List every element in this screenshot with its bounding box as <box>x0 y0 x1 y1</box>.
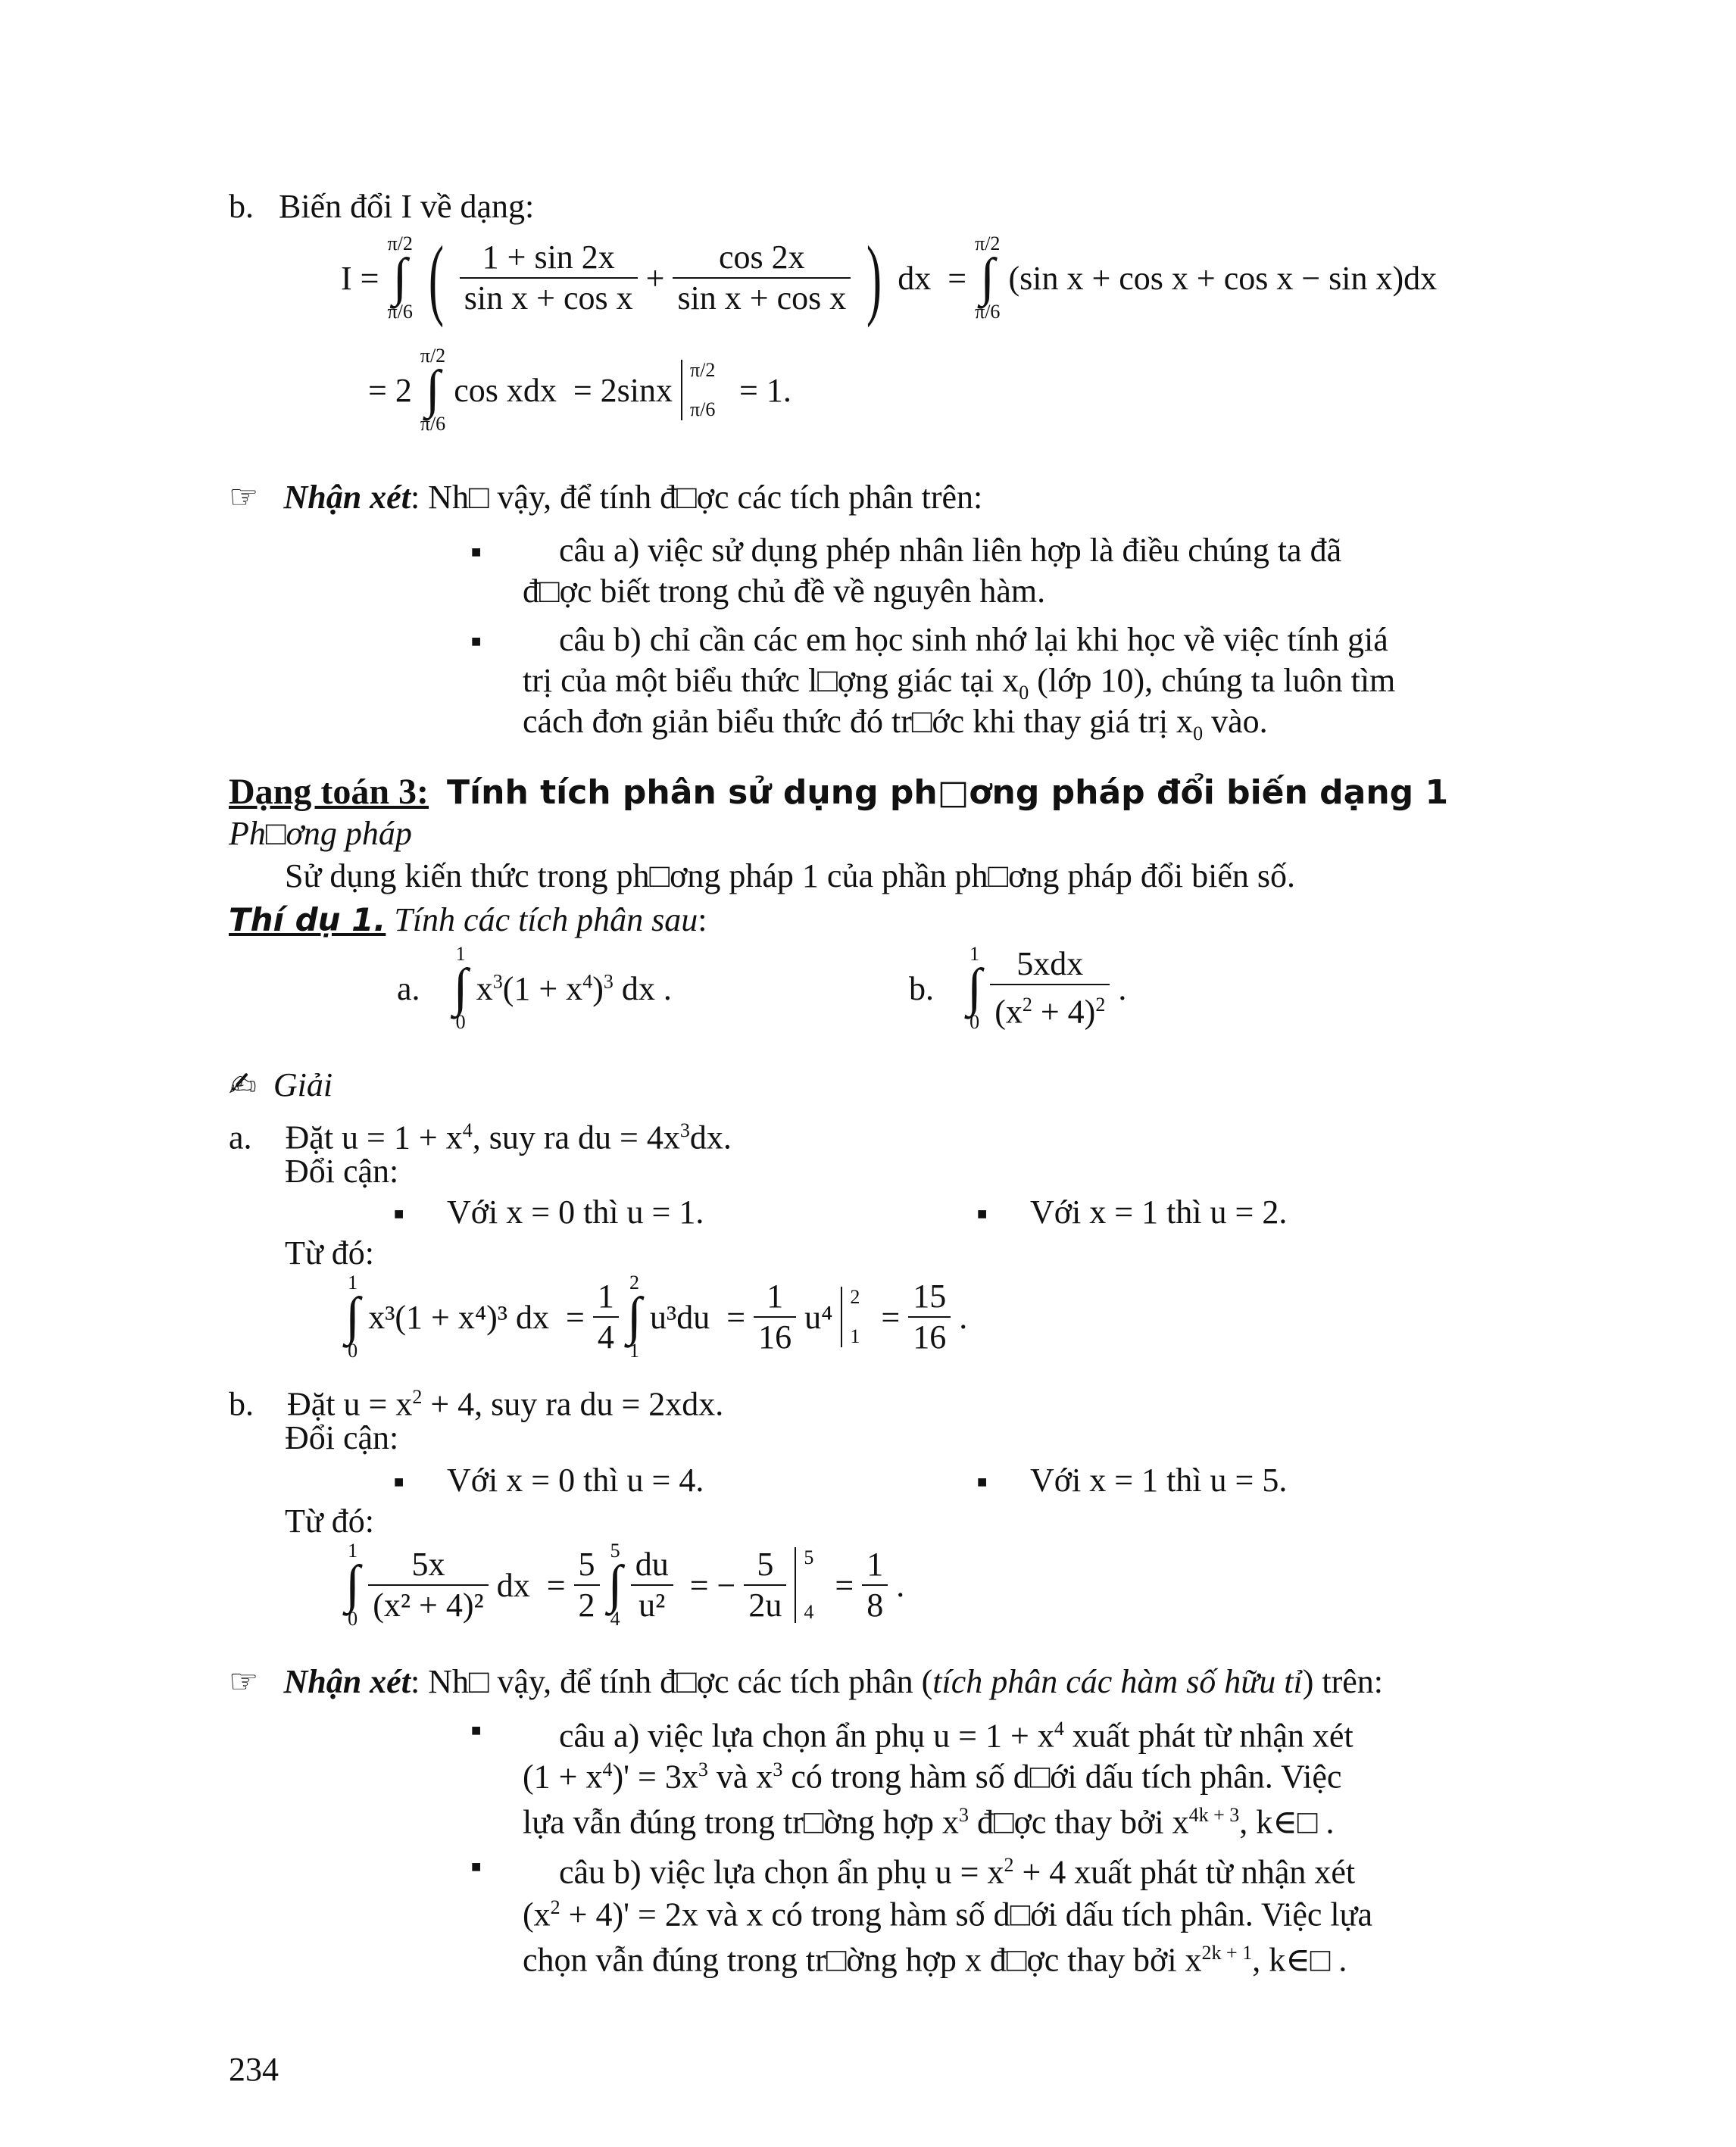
pointing-hand-icon: ☞ <box>229 1662 259 1701</box>
text-part: cách đơn giản biểu thức đó tr□ớc khi thay giá trị x <box>523 703 1194 740</box>
frac-num: du <box>631 1545 673 1586</box>
integral-sign <box>420 345 445 435</box>
frac-den: (x² + 4)² <box>373 1587 484 1624</box>
text-part: dx. <box>689 1119 732 1156</box>
text-italic: tích phân các hàm số hữu tỉ <box>932 1663 1303 1700</box>
part-label: a. <box>397 969 420 1007</box>
int-symbol: ∫ <box>345 1556 361 1614</box>
fraction <box>574 1545 600 1625</box>
int-lower: 0 <box>348 1340 358 1362</box>
page-number: 234 <box>229 2051 279 2088</box>
writing-hand-icon: ✍ <box>229 1066 257 1104</box>
frac-den: 16 <box>913 1318 947 1356</box>
int-symbol: ∫ <box>967 959 982 1017</box>
remark-label: Nhận xét <box>283 1663 411 1700</box>
fraction <box>990 944 1110 1032</box>
bullet-icon: ■ <box>471 1857 482 1876</box>
text-part: )' = 3x <box>612 1758 698 1796</box>
int-lower: 1 <box>629 1340 639 1362</box>
frac-den <box>990 985 1110 1032</box>
remark-1-bullet-2-line-3 <box>523 701 1268 754</box>
eval-upper: π/2 <box>690 359 716 381</box>
solution-a-doi-can: Đổi cận: <box>285 1153 399 1190</box>
integral-sign <box>454 944 468 1033</box>
fraction-1 <box>460 238 638 318</box>
tail: . <box>1118 969 1127 1007</box>
remark-label: Nhận xét <box>283 479 411 516</box>
remark-1-bullet-1-line-1: câu a) việc sử dụng phép nhân liên hợp là điều chúng ta đã <box>559 532 1342 569</box>
text-part: ) trên: <box>1302 1663 1383 1700</box>
int-lower: 0 <box>969 1011 980 1033</box>
int-upper: 5 <box>610 1540 620 1562</box>
equals: = <box>566 1298 585 1336</box>
left-paren: ( <box>428 227 444 328</box>
int-upper: 2 <box>629 1272 639 1294</box>
solution-header <box>229 1065 333 1106</box>
frac-num: 1 <box>593 1277 619 1318</box>
section-title: Tính tích phân sử dụng ph□ơng pháp đổi biến dạng 1 <box>447 773 1449 812</box>
expr: (1 + x <box>502 969 583 1007</box>
frac-num: 5x <box>368 1545 489 1586</box>
eval-upper: 5 <box>804 1546 814 1568</box>
example-part-b <box>909 944 1126 1033</box>
bullet-icon: ■ <box>977 1472 988 1491</box>
text-part: và x <box>707 1758 773 1796</box>
text-part: + 4)' = 2x và x có trong hàm số d□ới dấu tích phân. Việc lựa <box>560 1896 1373 1933</box>
int-lower: 0 <box>348 1608 358 1630</box>
evaluation-bar <box>841 1287 873 1347</box>
eq2-lead: = 2 <box>368 371 412 409</box>
example-text: Tính các tích phân sau <box>394 901 698 938</box>
frac-num: cos 2x <box>673 238 851 279</box>
int-symbol: ∫ <box>626 1287 642 1346</box>
bullet-icon: ■ <box>394 1472 404 1491</box>
frac-num: 1 + sin 2x <box>460 238 638 279</box>
text-part: Đặt u = 1 + x <box>285 1119 463 1156</box>
dx: dx <box>496 1566 530 1604</box>
fraction <box>631 1545 673 1625</box>
text-part: trị của một biểu thức l□ợng giác tại x <box>523 662 1019 699</box>
bullet-icon: ■ <box>471 632 482 651</box>
sup: 3 <box>959 1804 969 1826</box>
expr: + 4) <box>1032 993 1096 1031</box>
text-part: , suy ra du = 4x <box>472 1119 680 1156</box>
text-part: (lớp 10), chúng ta luôn tìm <box>1029 662 1396 699</box>
text-part: vào. <box>1203 703 1268 740</box>
example-label: Thí dụ 1. <box>229 901 386 938</box>
equals-minus: = − <box>689 1566 736 1604</box>
equals: = <box>881 1298 901 1336</box>
int-upper: 1 <box>348 1540 358 1562</box>
sup: 2 <box>550 1896 560 1918</box>
solution-b-cond-1: Với x = 0 thì u = 4. <box>447 1462 704 1499</box>
integral-sign <box>345 1540 360 1630</box>
frac-num: 5xdx <box>990 944 1110 985</box>
frac-num: 5 <box>574 1545 600 1586</box>
fraction <box>368 1545 489 1625</box>
equation-2 <box>368 345 792 435</box>
frac-den: sin x + cos x <box>677 279 847 317</box>
section-header <box>229 769 1448 816</box>
int-upper: 1 <box>348 1272 358 1294</box>
expr: ) <box>592 969 604 1007</box>
int-lower: 0 <box>455 1011 466 1033</box>
equals: = <box>546 1566 566 1604</box>
sup: 4 <box>462 1119 473 1141</box>
frac-den: sin x + cos x <box>464 279 633 317</box>
int-symbol: ∫ <box>980 248 995 307</box>
remark-text: : Nh□ vậy, để tính đ□ợc các tích phân trên: <box>410 479 983 516</box>
solution-b-calc <box>345 1540 904 1630</box>
text-part: xuất phát từ nhận xét <box>1063 1717 1354 1755</box>
remark-2-bullet-2-line-2 <box>523 1887 1372 1936</box>
subscript: 0 <box>1193 722 1204 744</box>
int-lower: π/6 <box>975 301 1001 323</box>
right-paren: ) <box>866 227 882 328</box>
sup: 4 <box>582 969 593 992</box>
frac-num: 15 <box>908 1277 951 1318</box>
fraction-2 <box>673 238 851 318</box>
fraction <box>754 1277 796 1357</box>
text-part: (1 + x <box>523 1758 603 1796</box>
frac-den: u² <box>639 1587 666 1624</box>
dx: dx <box>898 259 932 297</box>
expr: (x <box>994 993 1023 1031</box>
integrand: x³(1 + x⁴)³ dx <box>368 1298 550 1336</box>
tail: . <box>896 1566 905 1604</box>
int-symbol: ∫ <box>392 248 407 307</box>
frac-den: 2u <box>748 1587 782 1624</box>
int-lower: π/6 <box>420 413 446 435</box>
text-part: (x <box>523 1896 551 1933</box>
example-colon: : <box>698 901 707 938</box>
int-lower: 4 <box>610 1608 620 1630</box>
solution-b-doi-can: Đổi cận: <box>285 1419 399 1456</box>
antiderivative: u⁴ <box>804 1298 833 1336</box>
solution-a-calc <box>345 1272 967 1362</box>
fraction <box>862 1545 888 1625</box>
sup: 4k + 3 <box>1188 1804 1240 1826</box>
plus-sign: + <box>645 259 665 297</box>
int-symbol: ∫ <box>607 1556 623 1614</box>
int-upper: 1 <box>969 943 980 965</box>
part-label: a. <box>229 1119 252 1156</box>
evaluation-bar <box>681 360 731 420</box>
equation-1 <box>341 227 1438 328</box>
integral-sign <box>345 1272 360 1362</box>
evaluation-bar <box>795 1547 826 1623</box>
solution-a-tu-do: Từ đó: <box>285 1234 374 1272</box>
sup: 2k + 1 <box>1201 1942 1253 1964</box>
int-lower: π/6 <box>387 301 413 323</box>
eq2-integrand: cos xdx <box>454 371 557 409</box>
eq1-lhs: I = <box>341 259 379 297</box>
eval-upper: 2 <box>850 1286 860 1308</box>
pointing-hand-icon: ☞ <box>229 478 259 516</box>
remark-1-bullet-2-line-1: câu b) chỉ cần các em học sinh nhớ lại khi học về việc tính giá <box>559 621 1388 658</box>
fraction <box>593 1277 619 1357</box>
integral-sign <box>975 233 1000 323</box>
frac-num: 5 <box>744 1545 786 1586</box>
eval-lower: 4 <box>804 1601 814 1623</box>
frac-den: 16 <box>758 1318 792 1356</box>
text-part: + 4, suy ra du = 2xdx. <box>422 1385 724 1423</box>
bullet-icon: ■ <box>471 1721 482 1740</box>
remark-2 <box>229 1662 1383 1702</box>
text-part: , k∈□ . <box>1239 1803 1335 1841</box>
frac-den: 2 <box>578 1587 595 1624</box>
equals: = <box>835 1566 854 1604</box>
part-label: b. <box>229 1385 254 1423</box>
text-part: + 4 xuất phát từ nhận xét <box>1013 1853 1356 1891</box>
eval-lower: π/6 <box>690 398 716 420</box>
equals: = <box>948 259 967 297</box>
tail: . <box>959 1298 968 1336</box>
remark-2-bullet-1-line-2 <box>523 1749 1341 1798</box>
fraction <box>908 1277 951 1357</box>
subscript: 0 <box>1019 681 1029 704</box>
section-label: Dạng toán 3: <box>229 772 429 812</box>
example-part-a <box>397 944 672 1033</box>
frac-den: 4 <box>597 1318 614 1356</box>
eq2-result: = 1. <box>739 371 792 409</box>
integrand: u³du <box>650 1298 710 1336</box>
method-text: Sử dụng kiến thức trong ph□ơng pháp 1 của phần ph□ơng pháp đổi biến số. <box>285 857 1295 894</box>
solution-label: Giải <box>273 1066 333 1103</box>
int-symbol: ∫ <box>345 1287 361 1346</box>
sup: 3 <box>492 969 503 992</box>
example-a-integrand <box>476 969 672 1008</box>
int-symbol: ∫ <box>453 959 468 1017</box>
int-upper: 1 <box>455 943 466 965</box>
part-b-intro <box>229 186 534 227</box>
text-part: chọn vẫn đúng trong tr□ờng hợp x đ□ợc thay bởi x <box>523 1941 1202 1979</box>
int-upper: π/2 <box>975 232 1001 254</box>
remark-2-bullet-2-line-3 <box>523 1933 1347 1981</box>
fraction <box>744 1545 786 1625</box>
sup: 4 <box>1054 1718 1064 1740</box>
frac-num: 1 <box>862 1545 888 1586</box>
part-b-intro-text: Biến đổi I về dạng: <box>279 188 535 225</box>
text-part: đ□ợc thay bởi x <box>969 1803 1189 1841</box>
int-symbol: ∫ <box>425 360 441 419</box>
sup: 2 <box>1004 1854 1014 1876</box>
sup: 3 <box>698 1758 708 1780</box>
example-header <box>229 900 707 941</box>
integral-sign <box>627 1272 642 1362</box>
integral-sign <box>967 944 982 1033</box>
solution-b-cond-2: Với x = 1 thì u = 5. <box>1030 1462 1288 1499</box>
expr: dx . <box>613 969 672 1007</box>
text-part: lựa vẫn đúng trong tr□ờng hợp x <box>523 1803 959 1841</box>
part-b-label: b. <box>229 188 254 225</box>
text-part: câu b) việc lựa chọn ẩn phụ u = x <box>559 1853 1004 1891</box>
eq2-antiderivative: = 2sinx <box>573 371 673 409</box>
equals: = <box>726 1298 746 1336</box>
remark-2-bullet-1-line-3 <box>523 1795 1334 1843</box>
sup: 2 <box>412 1386 423 1408</box>
text-part: , k∈□ . <box>1252 1941 1347 1979</box>
bullet-icon: ■ <box>394 1204 404 1223</box>
sup: 2 <box>1095 994 1106 1016</box>
bullet-icon: ■ <box>471 542 482 561</box>
text-part: : Nh□ vậy, để tính đ□ợc các tích phân ( <box>410 1663 933 1700</box>
eq1-rhs: (sin x + cos x + cos x − sin x)dx <box>1008 259 1438 297</box>
text-part: câu a) việc lựa chọn ẩn phụ u = 1 + x <box>559 1717 1054 1755</box>
sup: 3 <box>773 1758 783 1780</box>
solution-a-cond-2: Với x = 1 thì u = 2. <box>1030 1194 1288 1231</box>
expr: x <box>476 969 493 1007</box>
sup: 3 <box>603 969 614 992</box>
sup: 2 <box>1022 994 1032 1016</box>
integral-sign <box>387 233 412 323</box>
text-part: Đặt u = x <box>287 1385 413 1423</box>
solution-b-tu-do: Từ đó: <box>285 1503 374 1540</box>
remark-1 <box>229 477 982 518</box>
frac-num: 1 <box>754 1277 796 1318</box>
text-part: có trong hàm số d□ới dấu tích phân. Việc <box>782 1758 1342 1796</box>
sup: 4 <box>602 1758 613 1780</box>
integral-sign <box>608 1540 623 1630</box>
part-label: b. <box>909 969 934 1007</box>
sup: 3 <box>679 1119 690 1141</box>
int-upper: π/2 <box>387 232 413 254</box>
bullet-icon: ■ <box>977 1204 988 1223</box>
eval-lower: 1 <box>850 1325 860 1347</box>
method-label: Ph□ơng pháp <box>229 815 412 852</box>
solution-a-cond-1: Với x = 0 thì u = 1. <box>447 1194 704 1231</box>
remark-1-bullet-1-line-2: đ□ợc biết trong chủ đề về nguyên hàm. <box>523 573 1046 610</box>
frac-den: 8 <box>866 1587 884 1624</box>
remark-2-bullet-2-line-1 <box>559 1845 1355 1893</box>
int-upper: π/2 <box>420 345 446 367</box>
